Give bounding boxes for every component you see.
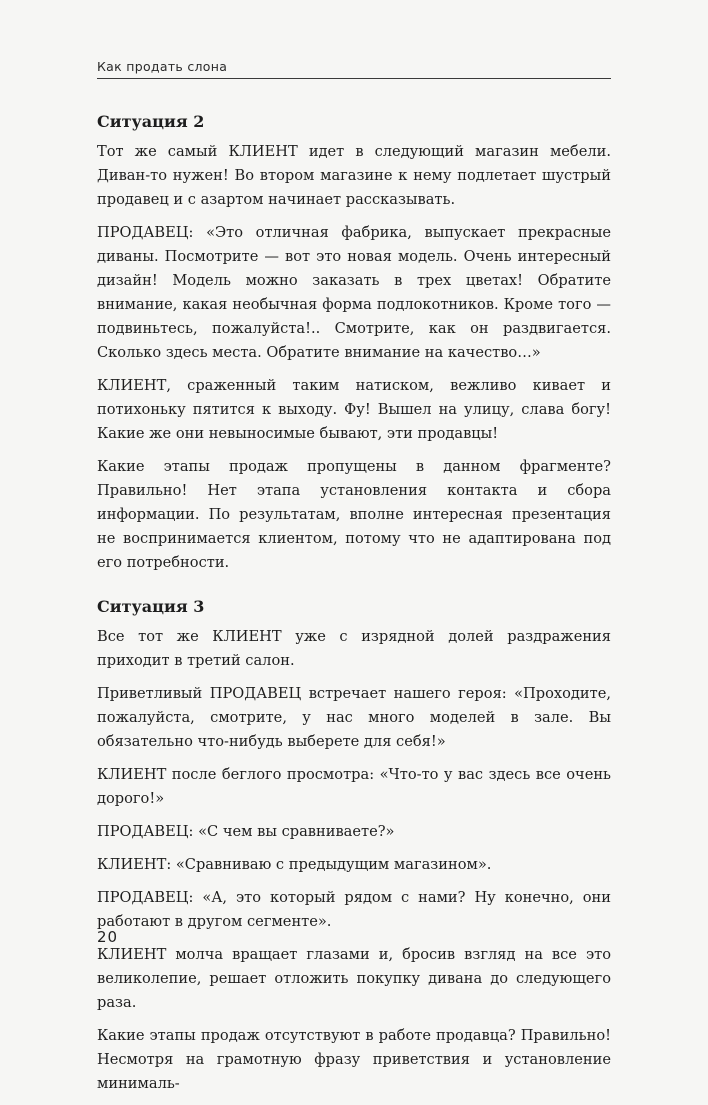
paragraph: Какие этапы продаж пропущены в данном фрагменте? Правильно! Нет этапа установления контакта и сбора информации. По результатам, вполне интересная презентация не воспринимается клиентом, потому что не адаптирована под его потребности.	[97, 458, 611, 571]
paragraph: ПРОДАВЕЦ: «С чем вы сравниваете?»	[97, 823, 395, 840]
running-head: Как продать слона	[97, 59, 228, 74]
section-gap	[97, 584, 611, 595]
paragraph: КЛИЕНТ: «Сравниваю с предыдущим магазином».	[97, 856, 492, 873]
page-body	[97, 110, 611, 1105]
section-heading: Ситуация 3	[97, 597, 205, 616]
paragraph: КЛИЕНТ, сраженный таким натиском, вежливо кивает и потихоньку пятится к выходу. Фу! Вышел на улицу, слава богу! Какие же они невыносимые бывают, эти продавцы!	[97, 377, 611, 442]
paragraph: Тот же самый КЛИЕНТ идет в следующий магазин мебели. Диван-то нужен! Во втором магазине к нему подлетает шустрый продавец и с азартом начинает рассказывать.	[97, 143, 611, 208]
paragraph: Приветливый ПРОДАВЕЦ встречает нашего героя: «Проходите, пожалуйста, смотрите, у нас много моделей в зале. Вы обязательно что-нибудь выберете для себя!»	[97, 685, 611, 750]
section-situation-3	[97, 595, 611, 1096]
page-number: 20	[97, 928, 119, 946]
section-heading: Ситуация 2	[97, 112, 205, 131]
paragraph: ПРОДАВЕЦ: «А, это который рядом с нами? Ну конечно, они работают в другом сегменте».	[97, 889, 611, 930]
paragraph: ПРОДАВЕЦ: «Это отличная фабрика, выпускает прекрасные диваны. Посмотрите — вот это новая модель. Очень интересный дизайн! Модель можно заказать в трех цветах! Обратите внимание, какая необычная форма подлокотников. Кроме того — подвиньтесь, пожалуйста!.. Смотрите, как он раздвигается. Сколько здесь места. Обратите внимание на качество…»	[97, 224, 611, 361]
paragraph: Какие этапы продаж отсутствуют в работе продавца? Правильно! Несмотря на грамотную фразу приветствия и установление минималь-	[97, 1027, 611, 1092]
header-rule	[97, 78, 611, 79]
paragraph: КЛИЕНТ после беглого просмотра: «Что-то у вас здесь все очень дорого!»	[97, 766, 611, 807]
section-situation-2	[97, 110, 611, 575]
paragraph: КЛИЕНТ молча вращает глазами и, бросив взгляд на все это великолепие, решает отложить покупку дивана до следующего раза.	[97, 946, 611, 1011]
paragraph: Все тот же КЛИЕНТ уже с изрядной долей раздражения приходит в третий салон.	[97, 628, 611, 669]
